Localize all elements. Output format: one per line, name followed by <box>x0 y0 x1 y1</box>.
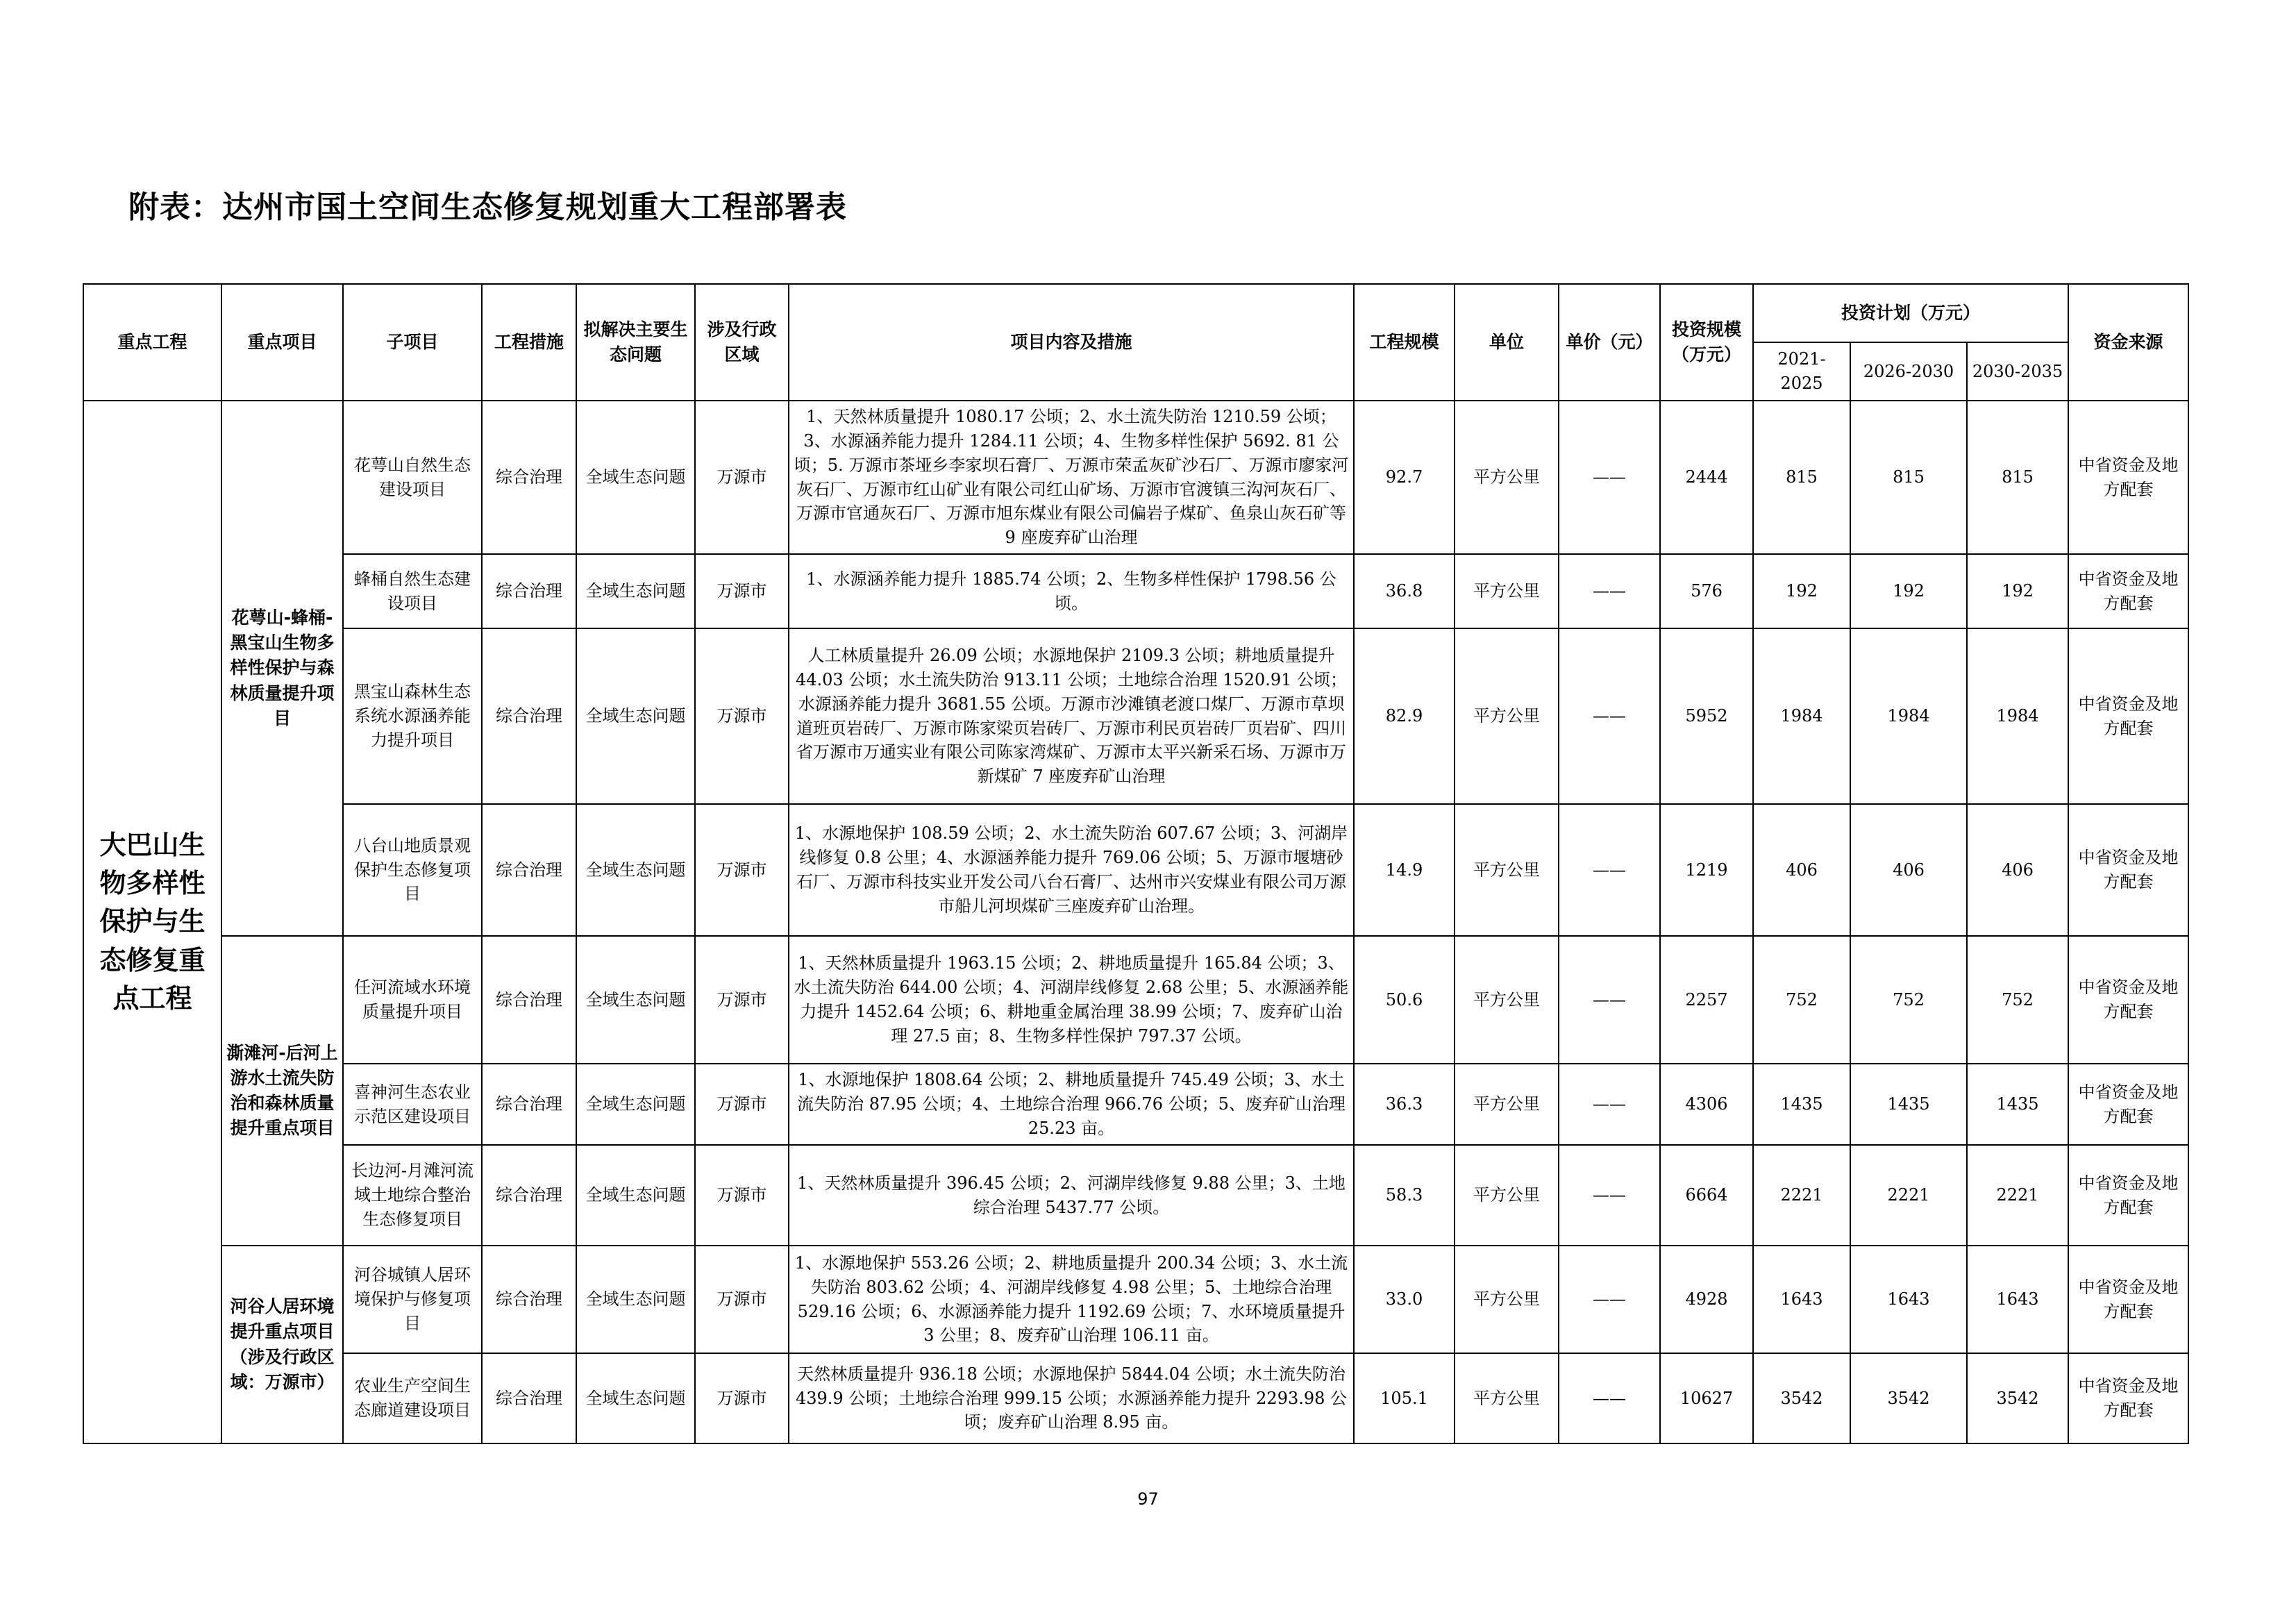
measure-cell: 综合治理 <box>482 1353 576 1443</box>
table-row <box>83 1064 2188 1145</box>
plan-2021-cell: 3542 <box>1753 1353 1850 1443</box>
plan-2026-cell: 192 <box>1850 554 1967 628</box>
header-plan-2026: 2026-2030 <box>1850 342 1967 401</box>
table-row <box>83 1353 2188 1443</box>
plan-2021-cell: 406 <box>1753 804 1850 936</box>
problem-cell: 全域生态问题 <box>576 1145 695 1246</box>
header-scale: 工程规模 <box>1354 284 1455 401</box>
plan-2030-cell: 192 <box>1967 554 2068 628</box>
price-cell: —— <box>1559 628 1660 804</box>
table-row <box>83 804 2188 936</box>
measure-cell: 综合治理 <box>482 936 576 1064</box>
subproject-cell: 农业生产空间生态廊道建设项目 <box>343 1353 482 1443</box>
unit-cell: 平方公里 <box>1455 1353 1559 1443</box>
fund-source-cell: 中省资金及地方配套 <box>2068 936 2188 1064</box>
project-table <box>83 283 2189 1444</box>
investment-cell: 10627 <box>1660 1353 1753 1443</box>
price-cell: —— <box>1559 401 1660 554</box>
plan-2026-cell: 752 <box>1850 936 1967 1064</box>
plan-2026-cell: 3542 <box>1850 1353 1967 1443</box>
unit-cell: 平方公里 <box>1455 1145 1559 1246</box>
project-group-cell: 花萼山-蜂桶-黑宝山生物多样性保护与森林质量提升项目 <box>221 401 343 936</box>
unit-cell: 平方公里 <box>1455 1246 1559 1353</box>
scale-cell: 36.8 <box>1354 554 1455 628</box>
header-plan-2030: 2030-2035 <box>1967 342 2068 401</box>
scale-cell: 58.3 <box>1354 1145 1455 1246</box>
plan-2026-cell: 2221 <box>1850 1145 1967 1246</box>
scale-cell: 14.9 <box>1354 804 1455 936</box>
header-plan-2021: 2021-2025 <box>1753 342 1850 401</box>
plan-2021-cell: 1984 <box>1753 628 1850 804</box>
plan-2030-cell: 752 <box>1967 936 2068 1064</box>
header-region: 涉及行政区域 <box>695 284 789 401</box>
problem-cell: 全域生态问题 <box>576 1246 695 1353</box>
header-price: 单价（元） <box>1559 284 1660 401</box>
plan-2030-cell: 1643 <box>1967 1246 2068 1353</box>
problem-cell: 全域生态问题 <box>576 804 695 936</box>
measure-cell: 综合治理 <box>482 1064 576 1145</box>
region-cell: 万源市 <box>695 554 789 628</box>
page-number: 97 <box>1137 1489 1159 1509</box>
table-row <box>83 1246 2188 1353</box>
key-project-cell: 大巴山生物多样性保护与生态修复重点工程 <box>83 401 221 1443</box>
page-title: 附表：达州市国土空间生态修复规划重大工程部署表 <box>128 190 847 225</box>
region-cell: 万源市 <box>695 804 789 936</box>
region-cell: 万源市 <box>695 401 789 554</box>
content-cell: 1、天然林质量提升 1963.15 公顷；2、耕地质量提升 165.84 公顷；3、水土流失防治 644.00 公顷；4、河湖岸线修复 2.68 公里；5、水源涵养能力提升 1452.64 公顷；6、耕地重金属治理 38.99 公顷；7、废弃矿山治理 27.5 亩；8、生物多样性保护 797.37 公顷。 <box>789 936 1354 1064</box>
content-cell: 人工林质量提升 26.09 公顷；水源地保护 2109.3 公顷；耕地质量提升 44.03 公顷；水土流失防治 913.11 公顷；土地综合治理 1520.91 公顷；水源涵养能力提升 3681.55 公顷。万源市沙滩镇老渡口煤厂、万源市草坝道班页岩砖厂、万源市陈家梁页岩砖厂、万源市利民页岩砖厂页岩矿、四川省万源市万通实业有限公司陈家湾煤矿、万源市太平兴新采石场、万源市万新煤矿 7 座废弃矿山治理 <box>789 628 1354 804</box>
price-cell: —— <box>1559 1353 1660 1443</box>
header-row <box>83 284 2188 342</box>
fund-source-cell: 中省资金及地方配套 <box>2068 1353 2188 1443</box>
plan-2021-cell: 752 <box>1753 936 1850 1064</box>
header-key-project: 重点工程 <box>83 284 221 401</box>
header-project: 重点项目 <box>221 284 343 401</box>
table-row <box>83 554 2188 628</box>
measure-cell: 综合治理 <box>482 401 576 554</box>
problem-cell: 全域生态问题 <box>576 1353 695 1443</box>
plan-2026-cell: 406 <box>1850 804 1967 936</box>
plan-2021-cell: 1435 <box>1753 1064 1850 1145</box>
investment-cell: 2444 <box>1660 401 1753 554</box>
investment-cell: 2257 <box>1660 936 1753 1064</box>
fund-source-cell: 中省资金及地方配套 <box>2068 1246 2188 1353</box>
plan-2026-cell: 1984 <box>1850 628 1967 804</box>
scale-cell: 82.9 <box>1354 628 1455 804</box>
measure-cell: 综合治理 <box>482 1246 576 1353</box>
scale-cell: 50.6 <box>1354 936 1455 1064</box>
price-cell: —— <box>1559 804 1660 936</box>
measure-cell: 综合治理 <box>482 628 576 804</box>
problem-cell: 全域生态问题 <box>576 628 695 804</box>
investment-cell: 1219 <box>1660 804 1753 936</box>
plan-2021-cell: 192 <box>1753 554 1850 628</box>
plan-2030-cell: 1984 <box>1967 628 2068 804</box>
investment-cell: 4306 <box>1660 1064 1753 1145</box>
unit-cell: 平方公里 <box>1455 554 1559 628</box>
subproject-cell: 八台山地质景观保护生态修复项目 <box>343 804 482 936</box>
table-row <box>83 628 2188 804</box>
content-cell: 1、水源地保护 553.26 公顷；2、耕地质量提升 200.34 公顷；3、水土流失防治 803.62 公顷；4、河湖岸线修复 4.98 公里；5、土地综合治理 529.16 公顷；6、水源涵养能力提升 1192.69 公顷；7、水环境质量提升 3 公里；8、废弃矿山治理 106.11 亩。 <box>789 1246 1354 1353</box>
fund-source-cell: 中省资金及地方配套 <box>2068 628 2188 804</box>
investment-cell: 4928 <box>1660 1246 1753 1353</box>
unit-cell: 平方公里 <box>1455 401 1559 554</box>
subproject-cell: 河谷城镇人居环境保护与修复项目 <box>343 1246 482 1353</box>
header-unit: 单位 <box>1455 284 1559 401</box>
investment-cell: 6664 <box>1660 1145 1753 1246</box>
subproject-cell: 长边河-月滩河流域土地综合整治生态修复项目 <box>343 1145 482 1246</box>
header-investment: 投资规模（万元） <box>1660 284 1753 401</box>
content-cell: 1、水源地保护 1808.64 公顷；2、耕地质量提升 745.49 公顷；3、水土流失防治 87.95 公顷；4、土地综合治理 966.76 公顷；5、废弃矿山治理 25.23 亩。 <box>789 1064 1354 1145</box>
content-cell: 1、水源地保护 108.59 公顷；2、水土流失防治 607.67 公顷；3、河湖岸线修复 0.8 公里；4、水源涵养能力提升 769.06 公顷；5、万源市堰塘砂石厂、万源市科技实业开发公司八台石膏厂、达州市兴安煤业有限公司万源市船儿河坝煤矿三座废弃矿山治理。 <box>789 804 1354 936</box>
content-cell: 1、天然林质量提升 396.45 公顷；2、河湖岸线修复 9.88 公里；3、土地综合治理 5437.77 公顷。 <box>789 1145 1354 1246</box>
content-cell: 1、天然林质量提升 1080.17 公顷；2、水土流失防治 1210.59 公顷；3、水源涵养能力提升 1284.11 公顷；4、生物多样性保护 5692. 81 公顷；5. 万源市茶垭乡李家坝石膏厂、万源市荣孟灰矿沙石厂、万源市廖家河灰石厂、万源市红山矿业有限公司红山矿场、万源市官渡镇三沟河灰石厂、万源市官通灰石厂、万源市旭东煤业有限公司偏岩子煤矿、鱼泉山灰石矿等 9 座废弃矿山治理 <box>789 401 1354 554</box>
subproject-cell: 任河流域水环境质量提升项目 <box>343 936 482 1064</box>
unit-cell: 平方公里 <box>1455 936 1559 1064</box>
header-subproject: 子项目 <box>343 284 482 401</box>
measure-cell: 综合治理 <box>482 1145 576 1246</box>
table-row <box>83 401 2188 554</box>
price-cell: —— <box>1559 1064 1660 1145</box>
subproject-cell: 黑宝山森林生态系统水源涵养能力提升项目 <box>343 628 482 804</box>
subproject-cell: 蜂桶自然生态建设项目 <box>343 554 482 628</box>
scale-cell: 33.0 <box>1354 1246 1455 1353</box>
header-investment-plan: 投资计划（万元） <box>1753 284 2068 342</box>
plan-2030-cell: 406 <box>1967 804 2068 936</box>
project-group-cell: 澌滩河-后河上游水土流失防治和森林质量提升重点项目 <box>221 936 343 1246</box>
plan-2030-cell: 2221 <box>1967 1145 2068 1246</box>
plan-2030-cell: 1435 <box>1967 1064 2068 1145</box>
plan-2030-cell: 3542 <box>1967 1353 2068 1443</box>
table-row <box>83 936 2188 1064</box>
problem-cell: 全域生态问题 <box>576 554 695 628</box>
region-cell: 万源市 <box>695 1353 789 1443</box>
header-fund-source: 资金来源 <box>2068 284 2188 401</box>
scale-cell: 92.7 <box>1354 401 1455 554</box>
header-content: 项目内容及措施 <box>789 284 1354 401</box>
investment-cell: 5952 <box>1660 628 1753 804</box>
region-cell: 万源市 <box>695 936 789 1064</box>
plan-2026-cell: 1643 <box>1850 1246 1967 1353</box>
region-cell: 万源市 <box>695 628 789 804</box>
header-problem: 拟解决主要生态问题 <box>576 284 695 401</box>
price-cell: —— <box>1559 1246 1660 1353</box>
subproject-cell: 喜神河生态农业示范区建设项目 <box>343 1064 482 1145</box>
fund-source-cell: 中省资金及地方配套 <box>2068 1064 2188 1145</box>
table-row <box>83 1145 2188 1246</box>
plan-2021-cell: 1643 <box>1753 1246 1850 1353</box>
measure-cell: 综合治理 <box>482 804 576 936</box>
unit-cell: 平方公里 <box>1455 1064 1559 1145</box>
plan-2026-cell: 1435 <box>1850 1064 1967 1145</box>
price-cell: —— <box>1559 1145 1660 1246</box>
scale-cell: 105.1 <box>1354 1353 1455 1443</box>
scale-cell: 36.3 <box>1354 1064 1455 1145</box>
fund-source-cell: 中省资金及地方配套 <box>2068 401 2188 554</box>
measure-cell: 综合治理 <box>482 554 576 628</box>
plan-2026-cell: 815 <box>1850 401 1967 554</box>
subproject-cell: 花萼山自然生态建设项目 <box>343 401 482 554</box>
plan-2030-cell: 815 <box>1967 401 2068 554</box>
project-group-cell: 河谷人居环境提升重点项目（涉及行政区域：万源市） <box>221 1246 343 1443</box>
fund-source-cell: 中省资金及地方配套 <box>2068 1145 2188 1246</box>
fund-source-cell: 中省资金及地方配套 <box>2068 804 2188 936</box>
price-cell: —— <box>1559 554 1660 628</box>
region-cell: 万源市 <box>695 1145 789 1246</box>
unit-cell: 平方公里 <box>1455 628 1559 804</box>
unit-cell: 平方公里 <box>1455 804 1559 936</box>
region-cell: 万源市 <box>695 1246 789 1353</box>
plan-2021-cell: 2221 <box>1753 1145 1850 1246</box>
problem-cell: 全域生态问题 <box>576 401 695 554</box>
header-measure: 工程措施 <box>482 284 576 401</box>
region-cell: 万源市 <box>695 1064 789 1145</box>
problem-cell: 全域生态问题 <box>576 1064 695 1145</box>
problem-cell: 全域生态问题 <box>576 936 695 1064</box>
content-cell: 1、水源涵养能力提升 1885.74 公顷；2、生物多样性保护 1798.56 公顷。 <box>789 554 1354 628</box>
investment-cell: 576 <box>1660 554 1753 628</box>
fund-source-cell: 中省资金及地方配套 <box>2068 554 2188 628</box>
content-cell: 天然林质量提升 936.18 公顷；水源地保护 5844.04 公顷；水土流失防治 439.9 公顷；土地综合治理 999.15 公顷；水源涵养能力提升 2293.98 公顷；废弃矿山治理 8.95 亩。 <box>789 1353 1354 1443</box>
plan-2021-cell: 815 <box>1753 401 1850 554</box>
price-cell: —— <box>1559 936 1660 1064</box>
